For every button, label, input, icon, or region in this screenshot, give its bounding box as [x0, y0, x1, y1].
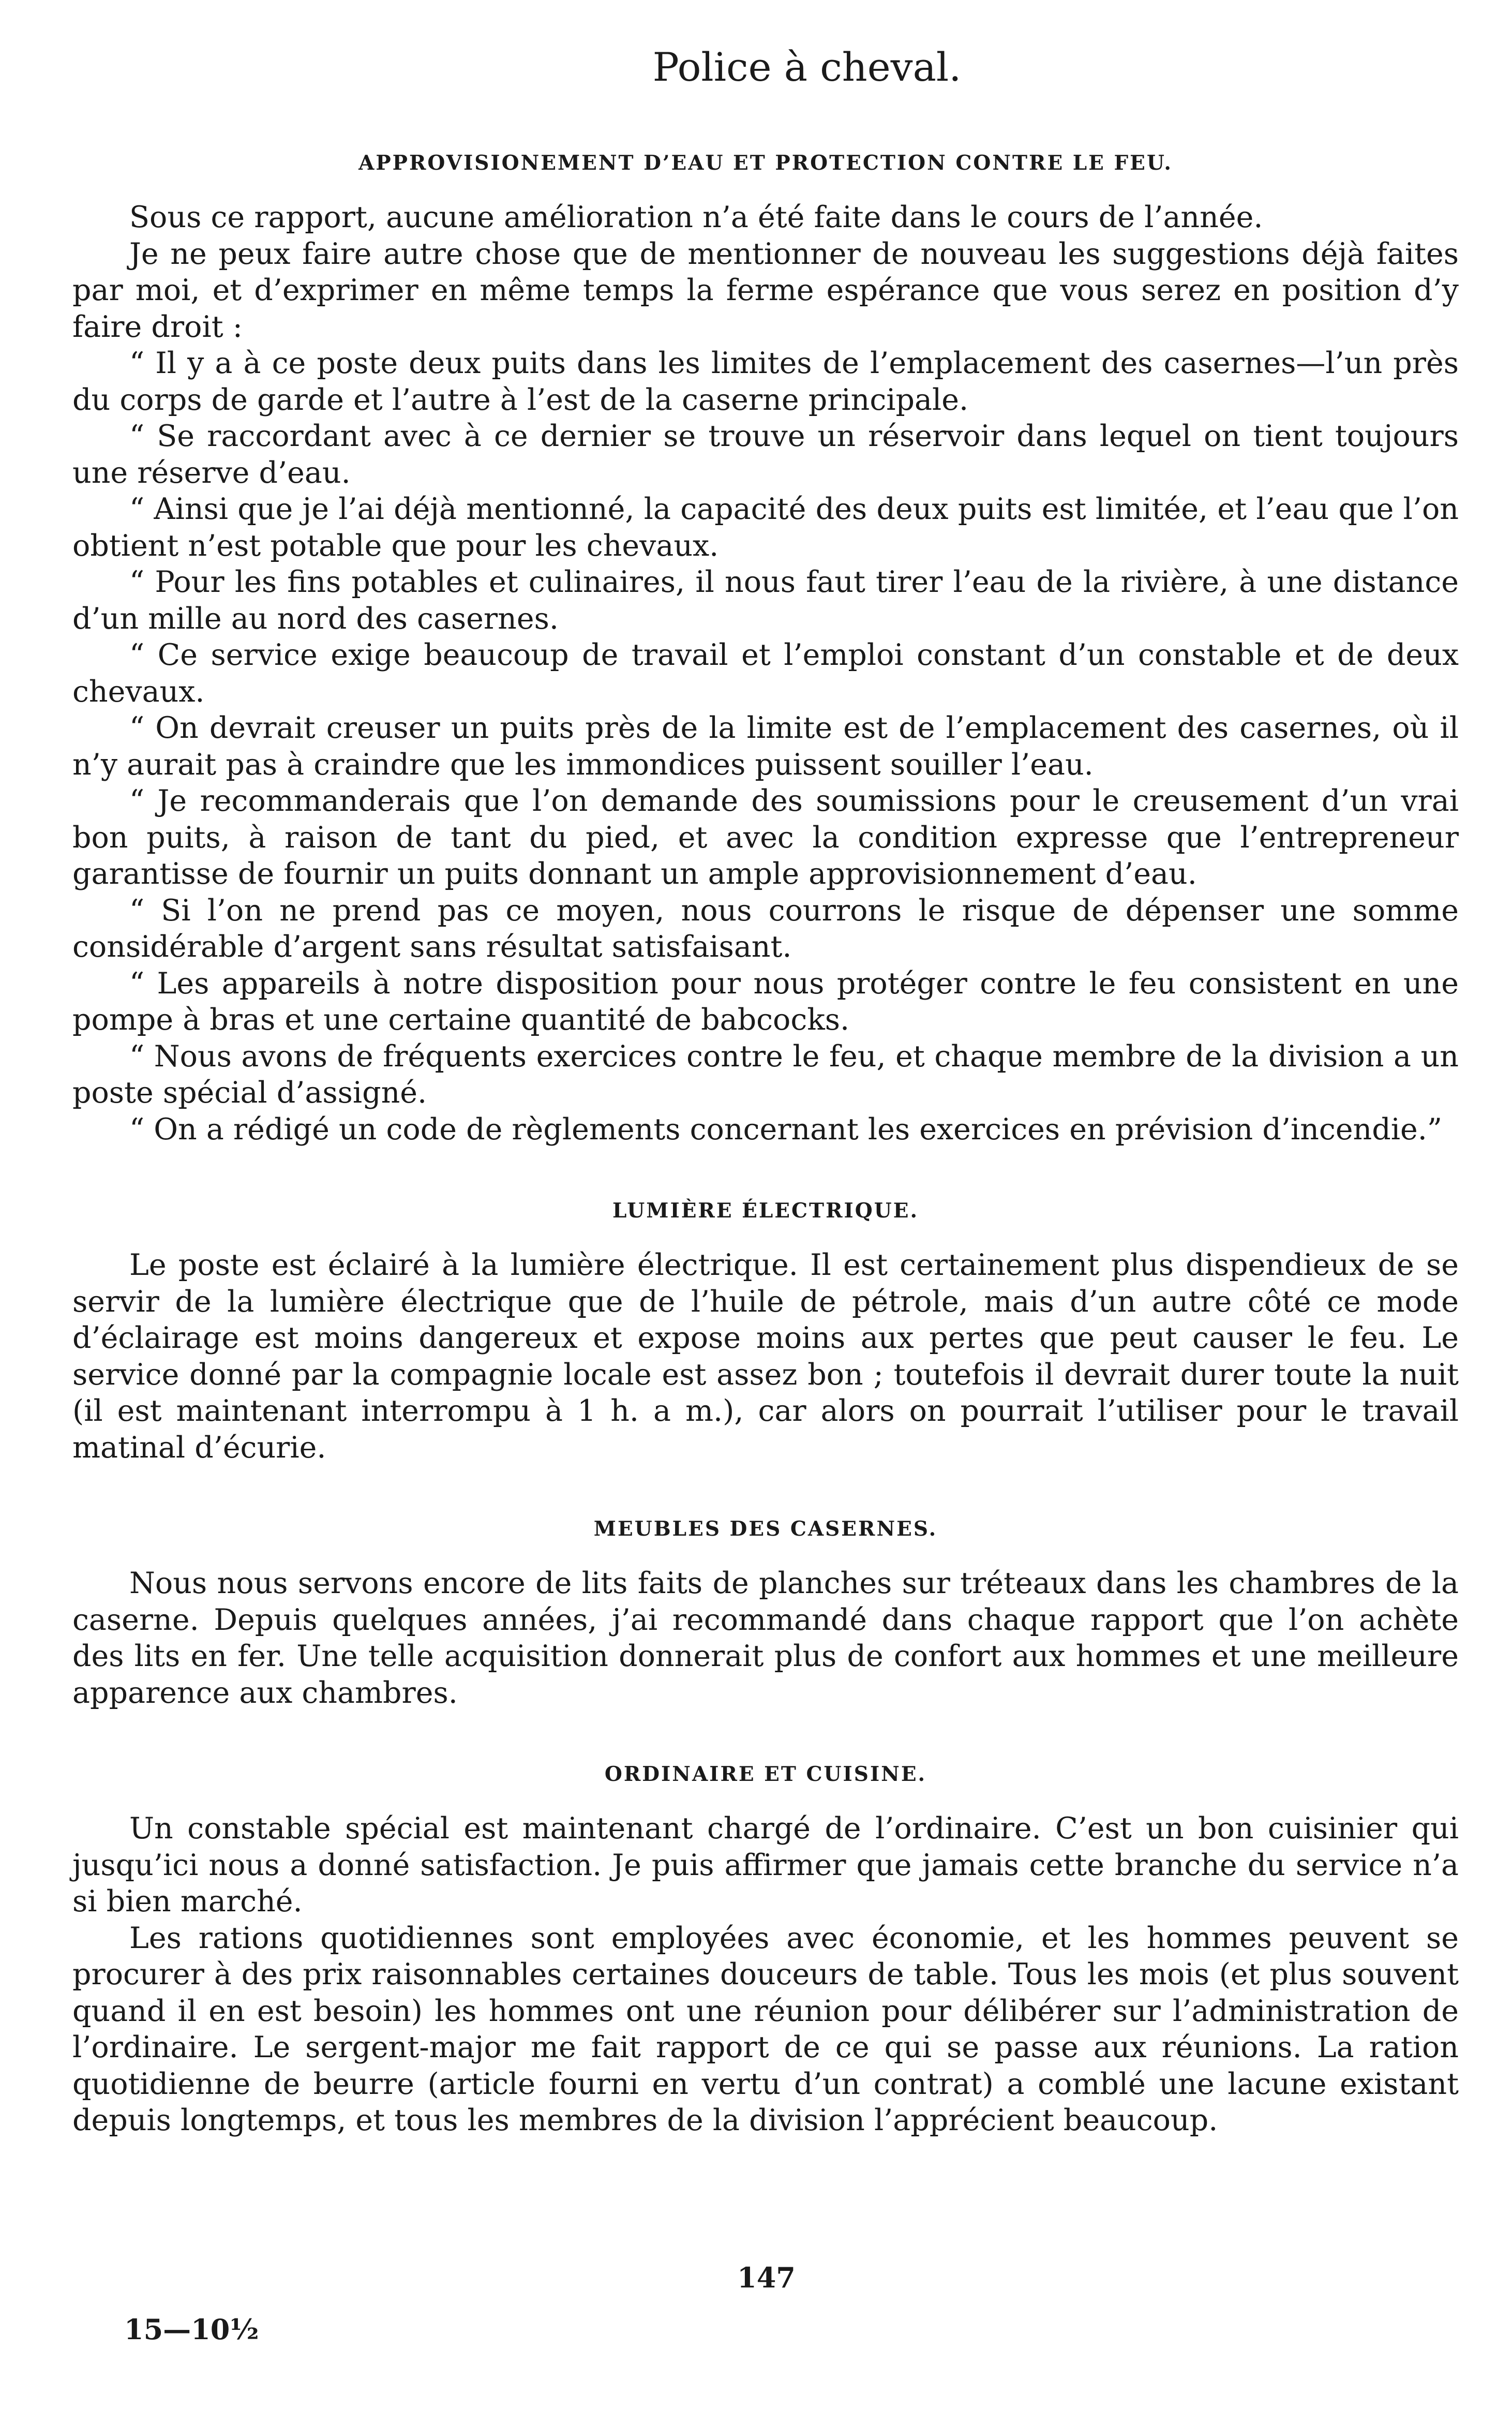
paragraph: “ Pour les fins potables et culinaires, il nous faut tirer l’eau de la rivière, à une distance d’un mille au nord des casernes.: [72, 565, 1459, 636]
page-number: 147: [737, 2261, 796, 2294]
paragraph: “ Se raccordant avec à ce dernier se trouve un réservoir dans lequel on tient toujours une réserve d’eau.: [72, 419, 1459, 490]
section-barracks-furniture: [72, 1513, 1459, 1711]
section-electric-light: [72, 1195, 1459, 1466]
document-page: [72, 41, 1459, 2139]
paragraph: Nous nous servons encore de lits faits de planches sur tréteaux dans les chambres de la caserne. Depuis quelques années, j’ai recommandé dans chaque rapport que l’on achète des lits en fer. Une telle acquisition donnerait plus de confort aux hommes et une meilleure apparence aux chambres.: [72, 1566, 1459, 1710]
paragraph: “ Ainsi que je l’ai déjà mentionné, la capacité des deux puits est limitée, et l’eau que l’on obtient n’est potable que pour les chevaux.: [72, 492, 1459, 563]
paragraph: Un constable spécial est maintenant chargé de l’ordinaire. C’est un bon cuisinier qui jusqu’ici nous a donné satisfaction. Je puis affirmer que jamais cette branche du service n’a si bien marché.: [72, 1811, 1459, 1919]
paragraph: “ Il y a à ce poste deux puits dans les limites de l’emplacement des casernes—l’un près du corps de garde et l’autre à l’est de la caserne principale.: [72, 346, 1459, 417]
section-mess-kitchen: [72, 1759, 1459, 2139]
paragraph: “ Je recommanderais que l’on demande des soumissions pour le creusement d’un vrai bon puits, à raison de tant du pied, et avec la condition expresse que l’entrepreneur garantisse de fournir un puits donnant un ample approvisionnement d’eau.: [72, 784, 1459, 891]
printer-signature-mark: 15—10½: [124, 2313, 259, 2346]
paragraph: “ Nous avons de fréquents exercices contre le feu, et chaque membre de la division a un poste spécial d’assigné.: [72, 1039, 1459, 1110]
section-heading: APPROVISIONEMENT D’EAU ET PROTECTION CONTRE LE FEU.: [358, 151, 1173, 175]
section-heading: MEUBLES DES CASERNES.: [593, 1517, 938, 1541]
paragraph: “ Les appareils à notre disposition pour nous protéger contre le feu consistent en une pompe à bras et une certaine quantité de babcocks.: [72, 966, 1459, 1037]
section-heading: LUMIÈRE ÉLECTRIQUE.: [612, 1199, 919, 1223]
running-head-title: Police à cheval.: [652, 44, 962, 90]
section-heading: ORDINAIRE ET CUISINE.: [604, 1762, 927, 1786]
page-footer: [0, 2261, 1512, 2349]
section-water-fire: [72, 147, 1459, 1148]
paragraph: Je ne peux faire autre chose que de mentionner de nouveau les suggestions déjà faites par moi, et d’exprimer en même temps la ferme espérance que vous serez en position d’y faire droit :: [72, 236, 1459, 344]
paragraph: Sous ce rapport, aucune amélioration n’a été faite dans le cours de l’année.: [129, 200, 1263, 234]
paragraph: “ Ce service exige beaucoup de travail et l’emploi constant d’un constable et de deux chevaux.: [72, 638, 1459, 709]
paragraph: “ On a rédigé un code de règlements concernant les exercices en prévision d’incendie.”: [129, 1112, 1442, 1147]
paragraph: “ On devrait creuser un puits près de la limite est de l’emplacement des casernes, où il n’y aurait pas à craindre que les immondices puissent souiller l’eau.: [72, 711, 1459, 782]
paragraph: Les rations quotidiennes sont employées avec économie, et les hommes peuvent se procurer à des prix raisonnables certaines douceurs de table. Tous les mois (et plus souvent quand il en est besoin) les hommes ont une réunion pour délibérer sur l’administration de l’ordinaire. Le sergent-major me fait rapport de ce qui se passe aux réunions. La ration quotidienne de beurre (article fourni en vertu d’un contrat) a comblé une lacune existant depuis longtemps, et tous les membres de la division l’apprécient beaucoup.: [72, 1921, 1459, 2137]
paragraph: Le poste est éclairé à la lumière électrique. Il est certainement plus dispendieux de se servir de la lumière électrique que de l’huile de pétrole, mais d’un autre côté ce mode d’éclairage est moins dangereux et expose moins aux pertes que peut causer le feu. Le service donné par la compagnie locale est assez bon ; toutefois il devrait durer toute la nuit (il est maintenant interrompu à 1 h. a m.), car alors on pourrait l’utiliser pour le travail matinal d’écurie.: [72, 1248, 1459, 1465]
paragraph: “ Si l’on ne prend pas ce moyen, nous courrons le risque de dépenser une somme considérable d’argent sans résultat satisfaisant.: [72, 893, 1459, 964]
